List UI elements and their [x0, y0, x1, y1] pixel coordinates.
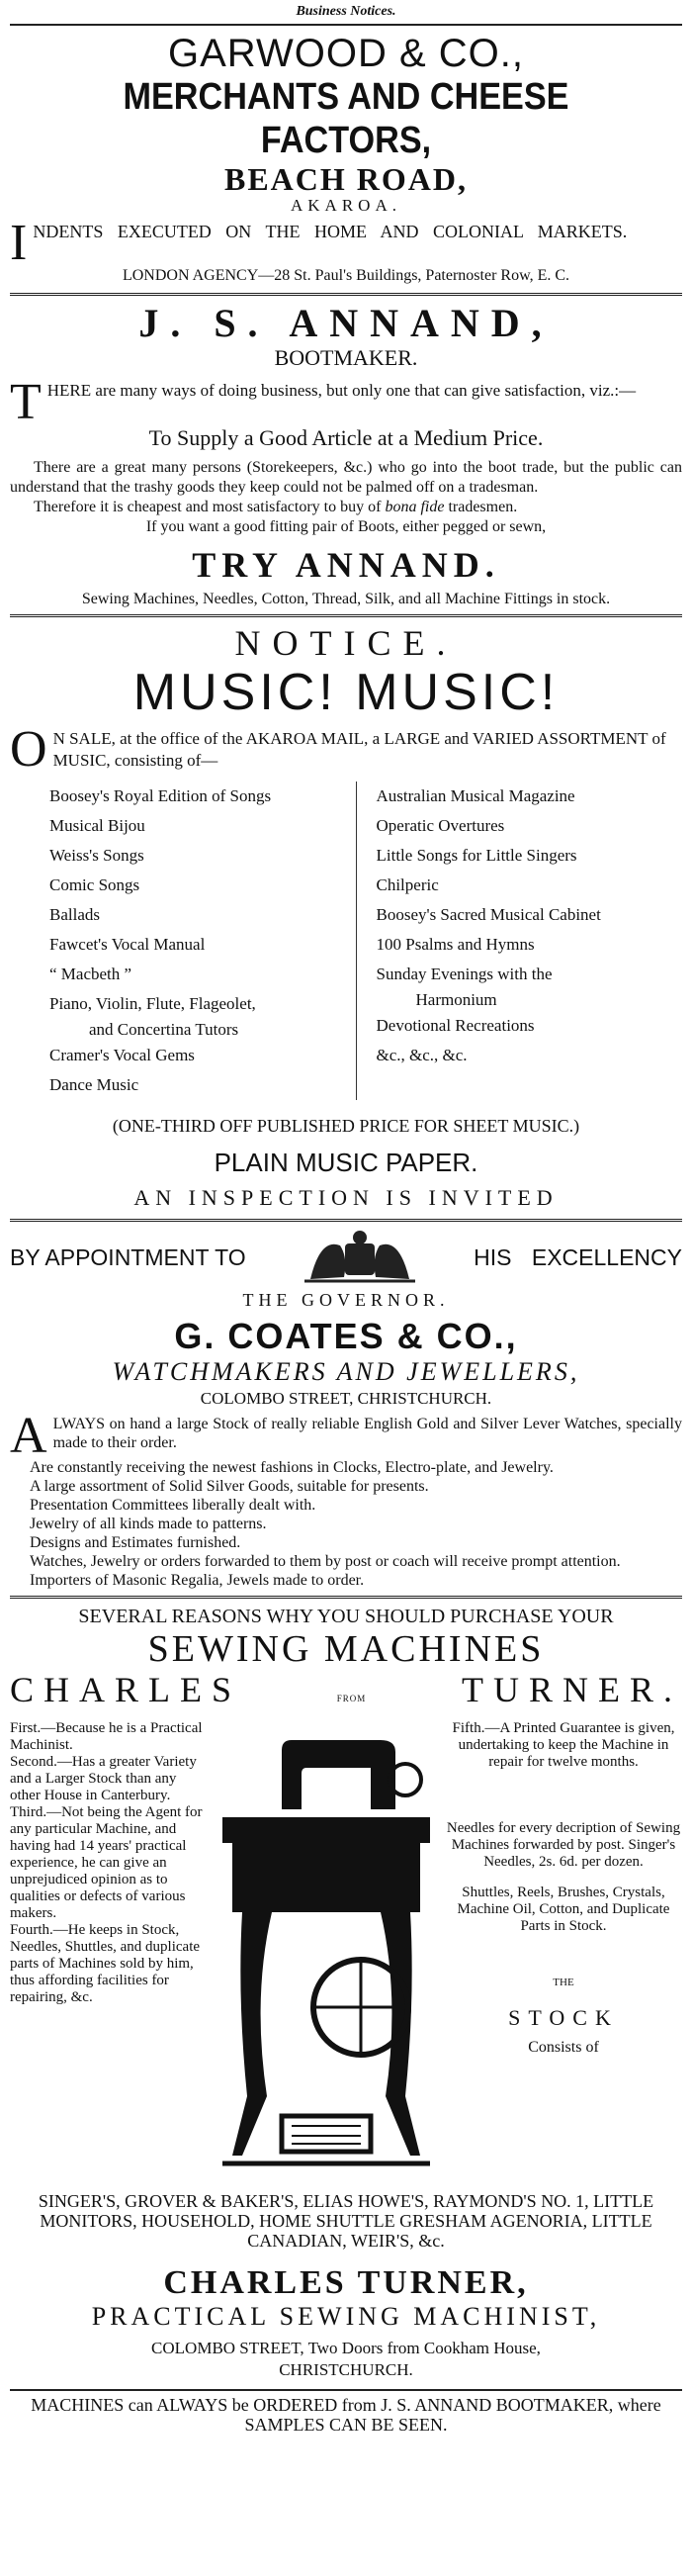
turner-note: Needles for every decription of Sewing Machines forwarded by post. Singer's Needles, 2s. 6d. per dozen. — [446, 1820, 681, 1870]
turner-street2: COLOMBO STREET, Two Doors from Cookham House, — [151, 2339, 541, 2357]
annand-intro — [10, 374, 682, 430]
coates-line: Designs and Estimates furnished. — [30, 1534, 241, 1551]
turner-reason: Third.—Not being the Agent for any particular Machine, and having had 14 years' practical experience, he can give an unprejudiced opinion as to qualities or defects of various makers. — [10, 1804, 203, 1921]
annand-p2-post: tradesmen. — [444, 499, 518, 515]
annand-advert — [10, 302, 682, 608]
music-discount: (ONE-THIRD OFF PUBLISHED PRICE FOR SHEET MUSIC.) — [112, 1116, 580, 1136]
music-headline: MUSIC! MUSIC! — [132, 664, 560, 721]
list-item: “ Macbeth ” — [49, 965, 132, 983]
list-item: Musical Bijou — [49, 816, 145, 835]
list-item: &c., &c., &c. — [376, 1046, 468, 1064]
annand-sewing: Sewing Machines, Needles, Cotton, Thread, Silk, and all Machine Fittings in stock. — [81, 591, 611, 607]
coates-line: Presentation Committees liberally dealt with. — [30, 1497, 316, 1514]
sewing-machine-icon — [208, 1720, 445, 2185]
turner-consists: Consists of — [528, 2039, 599, 2056]
coates-body — [10, 1408, 682, 1590]
music-advert — [10, 623, 682, 1213]
turner-note: Shuttles, Reels, Brushes, Crystals, Machine Oil, Cotton, and Duplicate Parts in Stock. — [457, 1885, 670, 1934]
list-item: 100 Psalms and Hymns — [376, 935, 535, 954]
turner-columns — [10, 1720, 682, 2185]
annand-p2-em: bona fide — [385, 499, 445, 515]
coates-trade: WATCHMAKERS AND JEWELLERS, — [112, 1357, 580, 1386]
list-item: Sunday Evenings with the — [376, 965, 553, 983]
turner-name2: CHARLES TURNER, — [163, 2264, 529, 2301]
coates-governor: THE GOVERNOR. — [242, 1290, 450, 1310]
section-title: Business Notices. — [296, 4, 396, 19]
annand-name: J. S. ANNAND, — [138, 301, 554, 345]
list-item: Cramer's Vocal Gems — [49, 1046, 195, 1064]
coates-line-1 — [10, 1408, 682, 1464]
list-item: Fawcet's Vocal Manual — [49, 935, 206, 954]
annand-dropcap: T — [10, 374, 42, 430]
garwood-indents — [10, 215, 682, 271]
list-item: Boosey's Royal Edition of Songs — [49, 786, 272, 805]
garwood-dropcap: I — [10, 215, 28, 271]
turner-city2: CHRISTCHURCH. — [279, 2360, 413, 2379]
list-item: Australian Musical Magazine — [376, 786, 575, 805]
list-item: and Concertina Tutors — [89, 1020, 239, 1039]
business-notices-page — [10, 0, 682, 2435]
turner-last-name: TURNER. — [461, 1670, 682, 1709]
music-dropcap: O — [10, 721, 47, 778]
turner-reason: First.—Because he is a Practical Machinist. — [10, 1720, 203, 1753]
coates-line: A large assortment of Solid Silver Goods, suitable for presents. — [30, 1478, 429, 1495]
turner-footer: MACHINES can ALWAYS be ORDERED from J. S. ANNAND BOOTMAKER, where SAMPLES CAN BE SEEN. — [31, 2395, 661, 2435]
garwood-name: GARWOOD & CO., — [168, 32, 524, 75]
annand-p2-pre: Therefore it is cheapest and most satisfactory to buy of — [34, 499, 386, 515]
list-item: Dance Music — [49, 1075, 139, 1094]
turner-stock: STOCK — [508, 2005, 619, 2030]
garwood-agency: LONDON AGENCY—28 St. Paul's Buildings, Paternoster Row, E. C. — [122, 267, 570, 284]
music-notice: NOTICE. — [234, 623, 458, 663]
garwood-town: AKAROA. — [291, 196, 401, 215]
music-list-left — [10, 782, 357, 1100]
turner-brands: SINGER'S, GROVER & BAKER'S, ELIAS HOWE'S, RAYMOND'S NO. 1, LITTLE MONITORS, HOUSEHOLD, HOME SHUTTLE GRESHAM AGENORIA, LITTLE CANADIAN, WEIR'S, &c. — [38, 2191, 654, 2251]
coates-appt-right: HIS EXCELLENCY — [474, 1244, 682, 1270]
list-item: Piano, Violin, Flute, Flageolet, — [49, 994, 256, 1013]
coates-appointment — [10, 1228, 682, 1288]
annand-intro-text: HERE are many ways of doing business, but only one that can give satisfaction, viz.:— — [46, 381, 637, 400]
coates-line-1-text: LWAYS on hand a large Stock of really reliable English Gold and Silver Lever Watches, specially made to their order. — [52, 1416, 682, 1451]
annand-p2 — [10, 498, 682, 517]
turner-trade2: PRACTICAL SEWING MACHINIST, — [91, 2302, 601, 2331]
turner-first-name: CHARLES — [10, 1670, 242, 1709]
annand-trade: BOOTMAKER. — [274, 345, 418, 370]
turner-right-col — [445, 1720, 682, 2185]
music-list — [10, 782, 682, 1100]
turner-from: FROM — [336, 1694, 367, 1703]
list-item: Ballads — [49, 905, 100, 924]
turner-reason: Fifth.—A Printed Guarantee is given, undertaking to keep the Machine in repair for twelve months. — [452, 1720, 675, 1770]
turner-left-col — [10, 1720, 208, 2185]
annand-motto: To Supply a Good Article at a Medium Price. — [148, 425, 544, 450]
turner-reason: Second.—Has a greater Variety and a Larger Stock than any other House in Canterbury. — [10, 1754, 197, 1803]
list-item: Chilperic — [376, 875, 439, 894]
music-inspection: AN INSPECTION IS INVITED — [133, 1185, 559, 1210]
turner-reason: Fourth.—He keeps in Stock, Needles, Shuttles, and duplicate parts of Machines sold by him, thus affording facilities for repairing, &c. — [10, 1922, 201, 2005]
annand-p1: There are a great many persons (Storekeepers, &c.) who go into the boot trade, but the public can understand that the trashy goods they keep could not be palmed off on a tradesman. — [10, 459, 682, 496]
section-header — [10, 4, 682, 22]
list-item: Operatic Overtures — [376, 816, 505, 835]
garwood-trade: MERCHANTS AND CHEESE FACTORS, — [123, 76, 569, 161]
list-item: Boosey's Sacred Musical Cabinet — [376, 905, 601, 924]
coates-dropcap: A — [10, 1408, 47, 1464]
annand-try: TRY ANNAND. — [192, 545, 500, 585]
coates-line: Jewelry of all kinds made to patterns. — [30, 1516, 267, 1532]
list-item: Weiss's Songs — [49, 846, 144, 865]
garwood-advert — [10, 32, 682, 287]
music-intro — [10, 721, 682, 778]
list-item: Harmonium — [415, 990, 497, 1009]
garwood-indents-text: NDENTS EXECUTED ON THE HOME AND COLONIAL MARKETS. — [33, 222, 628, 241]
turner-advert — [10, 1605, 682, 2435]
coates-appt-left: BY APPOINTMENT TO — [10, 1244, 246, 1270]
turner-name-row — [10, 1670, 682, 1718]
coates-line: Are constantly receiving the newest fashions in Clocks, Electro-plate, and Jewelry. — [30, 1459, 554, 1476]
coates-line: Watches, Jewelry or orders forwarded to them by post or coach will receive prompt attention. — [30, 1553, 621, 1570]
music-list-right — [357, 782, 683, 1100]
turner-machines: SEWING MACHINES — [147, 1628, 545, 1670]
turner-the: THE — [553, 1977, 574, 1988]
turner-reasons: SEVERAL REASONS WHY YOU SHOULD PURCHASE YOUR — [78, 1606, 614, 1627]
garwood-street: BEACH ROAD, — [223, 161, 468, 197]
royal-arms-icon — [291, 1228, 429, 1288]
music-intro-text: N SALE, at the office of the AKAROA MAIL, a LARGE and VARIED ASSORTMENT of MUSIC, consisting of— — [52, 729, 666, 770]
annand-p3: If you want a good fitting pair of Boots, either pegged or sewn, — [145, 518, 547, 535]
list-item: Devotional Recreations — [376, 1016, 535, 1035]
list-item: Comic Songs — [49, 875, 140, 894]
coates-name: G. COATES & CO., — [174, 1316, 518, 1356]
coates-advert — [10, 1228, 682, 1590]
coates-street: COLOMBO STREET, CHRISTCHURCH. — [200, 1389, 492, 1408]
music-paper: PLAIN MUSIC PAPER. — [214, 1148, 478, 1177]
coates-line: Importers of Masonic Regalia, Jewels made to order. — [30, 1572, 365, 1589]
list-item: Little Songs for Little Singers — [376, 846, 577, 865]
